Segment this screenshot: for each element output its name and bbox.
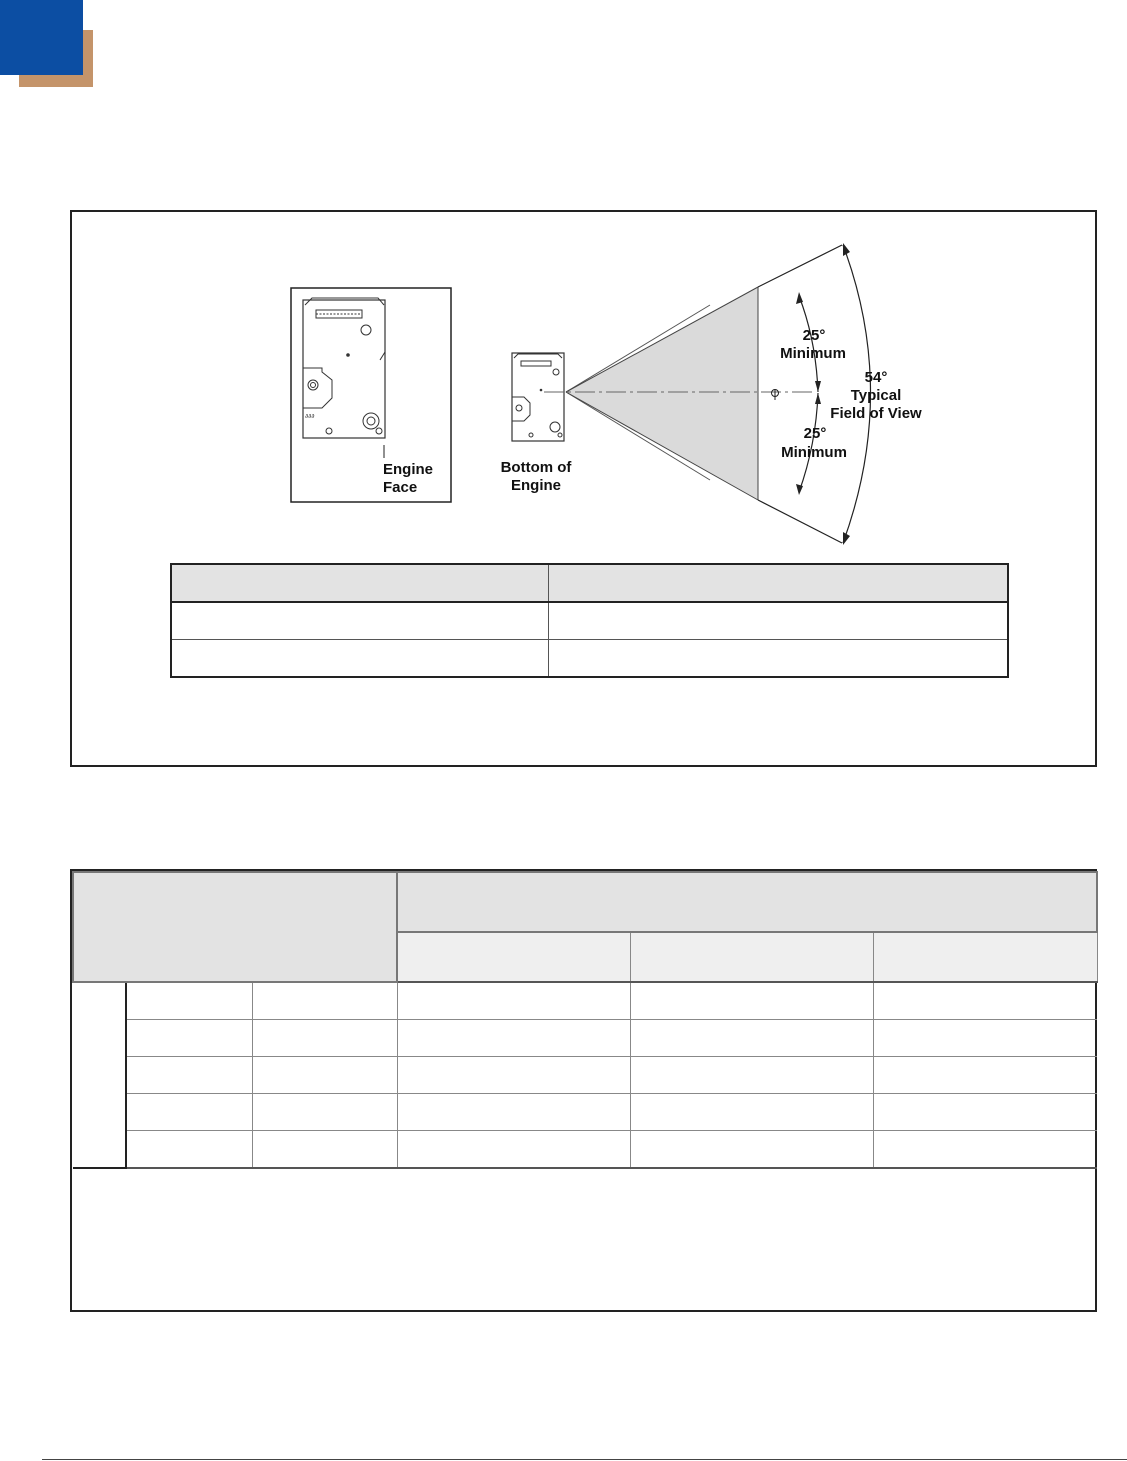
spec-table-subheader bbox=[873, 932, 1097, 982]
table-cell bbox=[252, 982, 397, 1020]
upper-angle-value: 25° bbox=[802, 327, 826, 344]
table-cell bbox=[873, 1057, 1097, 1094]
table-row bbox=[73, 982, 1097, 1020]
table-row bbox=[73, 1020, 1097, 1057]
fov-text-line2: Field of View bbox=[830, 405, 922, 422]
table-cell bbox=[630, 1094, 873, 1131]
table-cell bbox=[126, 1020, 252, 1057]
table-cell bbox=[630, 1131, 873, 1169]
lower-angle-text: Minimum bbox=[781, 444, 847, 461]
bottom-of-engine-label-line1: Bottom of bbox=[500, 459, 572, 476]
spec-table-group-header bbox=[73, 872, 397, 982]
table-cell bbox=[873, 1131, 1097, 1169]
lower-angle-value: 25° bbox=[803, 425, 827, 442]
engine-bottom-illustration bbox=[512, 353, 564, 441]
table-cell bbox=[873, 982, 1097, 1020]
spec-table-row-group bbox=[73, 982, 126, 1168]
table-cell bbox=[252, 1131, 397, 1169]
table-cell bbox=[397, 982, 630, 1020]
field-of-view-diagram bbox=[0, 0, 1127, 560]
table-row bbox=[73, 1131, 1097, 1169]
spec-table-subheader bbox=[397, 932, 630, 982]
table-cell bbox=[397, 1057, 630, 1094]
table-cell bbox=[630, 982, 873, 1020]
table-cell bbox=[397, 1094, 630, 1131]
table-cell bbox=[252, 1094, 397, 1131]
table-cell bbox=[873, 1020, 1097, 1057]
table-cell bbox=[873, 1094, 1097, 1131]
fov-angle-value: 54° bbox=[864, 369, 888, 386]
field-of-view-cone bbox=[544, 245, 842, 543]
fov-table-header bbox=[548, 564, 1008, 602]
table-cell bbox=[171, 640, 548, 678]
table-cell bbox=[126, 1131, 252, 1169]
table-cell bbox=[630, 1057, 873, 1094]
table-cell bbox=[397, 1020, 630, 1057]
spec-table-main-header bbox=[397, 872, 1097, 932]
table-row bbox=[171, 640, 1008, 678]
table-cell bbox=[252, 1020, 397, 1057]
svg-text:∂∂∂: ∂∂∂ bbox=[305, 413, 315, 420]
table-row bbox=[73, 1094, 1097, 1131]
table-cell bbox=[252, 1057, 397, 1094]
table-row bbox=[73, 1057, 1097, 1094]
table-cell bbox=[126, 1094, 252, 1131]
upper-angle-text: Minimum bbox=[780, 345, 846, 362]
table-cell bbox=[548, 602, 1008, 640]
fov-text-line1: Typical bbox=[850, 387, 902, 404]
bottom-of-engine-label-line2: Engine bbox=[510, 477, 562, 494]
table-cell bbox=[548, 640, 1008, 678]
table-row bbox=[171, 602, 1008, 640]
table-cell bbox=[171, 602, 548, 640]
field-of-view-table bbox=[170, 563, 1009, 678]
footer-divider bbox=[42, 1459, 1127, 1460]
table-cell bbox=[126, 982, 252, 1020]
table-cell bbox=[126, 1057, 252, 1094]
specification-table bbox=[72, 871, 1098, 1169]
table-cell bbox=[397, 1131, 630, 1169]
table-cell bbox=[630, 1020, 873, 1057]
engine-face-label-line1: Engine bbox=[383, 461, 434, 478]
fov-table-header bbox=[171, 564, 548, 602]
spec-table-subheader bbox=[630, 932, 873, 982]
engine-face-label-line2: Face bbox=[383, 479, 418, 496]
